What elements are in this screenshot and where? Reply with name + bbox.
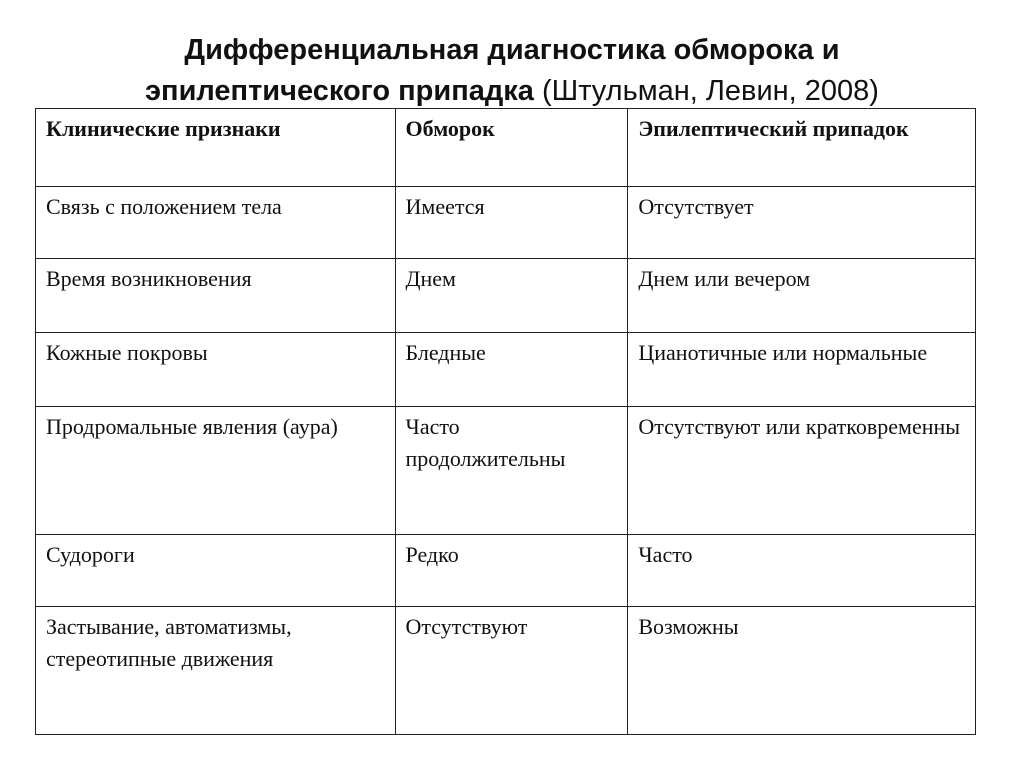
cell-syncope: Часто продолжительны bbox=[395, 407, 628, 535]
cell-syncope: Редко bbox=[395, 535, 628, 607]
table-row bbox=[36, 187, 976, 259]
title-line-2: эпилептического припадка bbox=[145, 75, 534, 107]
header-epileptic-seizure: Эпилептический припадок bbox=[628, 109, 976, 187]
header-syncope: Обморок bbox=[395, 109, 628, 187]
cell-seizure: Часто bbox=[628, 535, 976, 607]
diagnosis-table bbox=[35, 108, 976, 735]
table-row bbox=[36, 259, 976, 333]
cell-syncope: Имеется bbox=[395, 187, 628, 259]
cell-seizure: Днем или вечером bbox=[628, 259, 976, 333]
title-line-1: Дифференциальная диагностика обморока и bbox=[184, 34, 840, 66]
cell-sign: Судороги bbox=[36, 535, 396, 607]
cell-sign: Время возникновения bbox=[36, 259, 396, 333]
cell-sign: Застывание, автоматизмы, стереотипные движения bbox=[36, 607, 396, 735]
table-row bbox=[36, 607, 976, 735]
cell-sign: Кожные покровы bbox=[36, 333, 396, 407]
table-row bbox=[36, 333, 976, 407]
title-reference: (Штульман, Левин, 2008) bbox=[541, 75, 879, 107]
cell-syncope: Днем bbox=[395, 259, 628, 333]
cell-sign: Продромальные явления (аура) bbox=[36, 407, 396, 535]
cell-sign: Связь с положением тела bbox=[36, 187, 396, 259]
page-title bbox=[0, 30, 1024, 112]
header-clinical-signs: Клинические признаки bbox=[36, 109, 396, 187]
cell-seizure: Возможны bbox=[628, 607, 976, 735]
cell-seizure: Отсутствует bbox=[628, 187, 976, 259]
cell-seizure: Отсутствуют или кратковременны bbox=[628, 407, 976, 535]
table-row bbox=[36, 407, 976, 535]
table-header-row bbox=[36, 109, 976, 187]
table-row bbox=[36, 535, 976, 607]
cell-syncope: Отсутствуют bbox=[395, 607, 628, 735]
cell-syncope: Бледные bbox=[395, 333, 628, 407]
cell-seizure: Цианотичные или нормальные bbox=[628, 333, 976, 407]
